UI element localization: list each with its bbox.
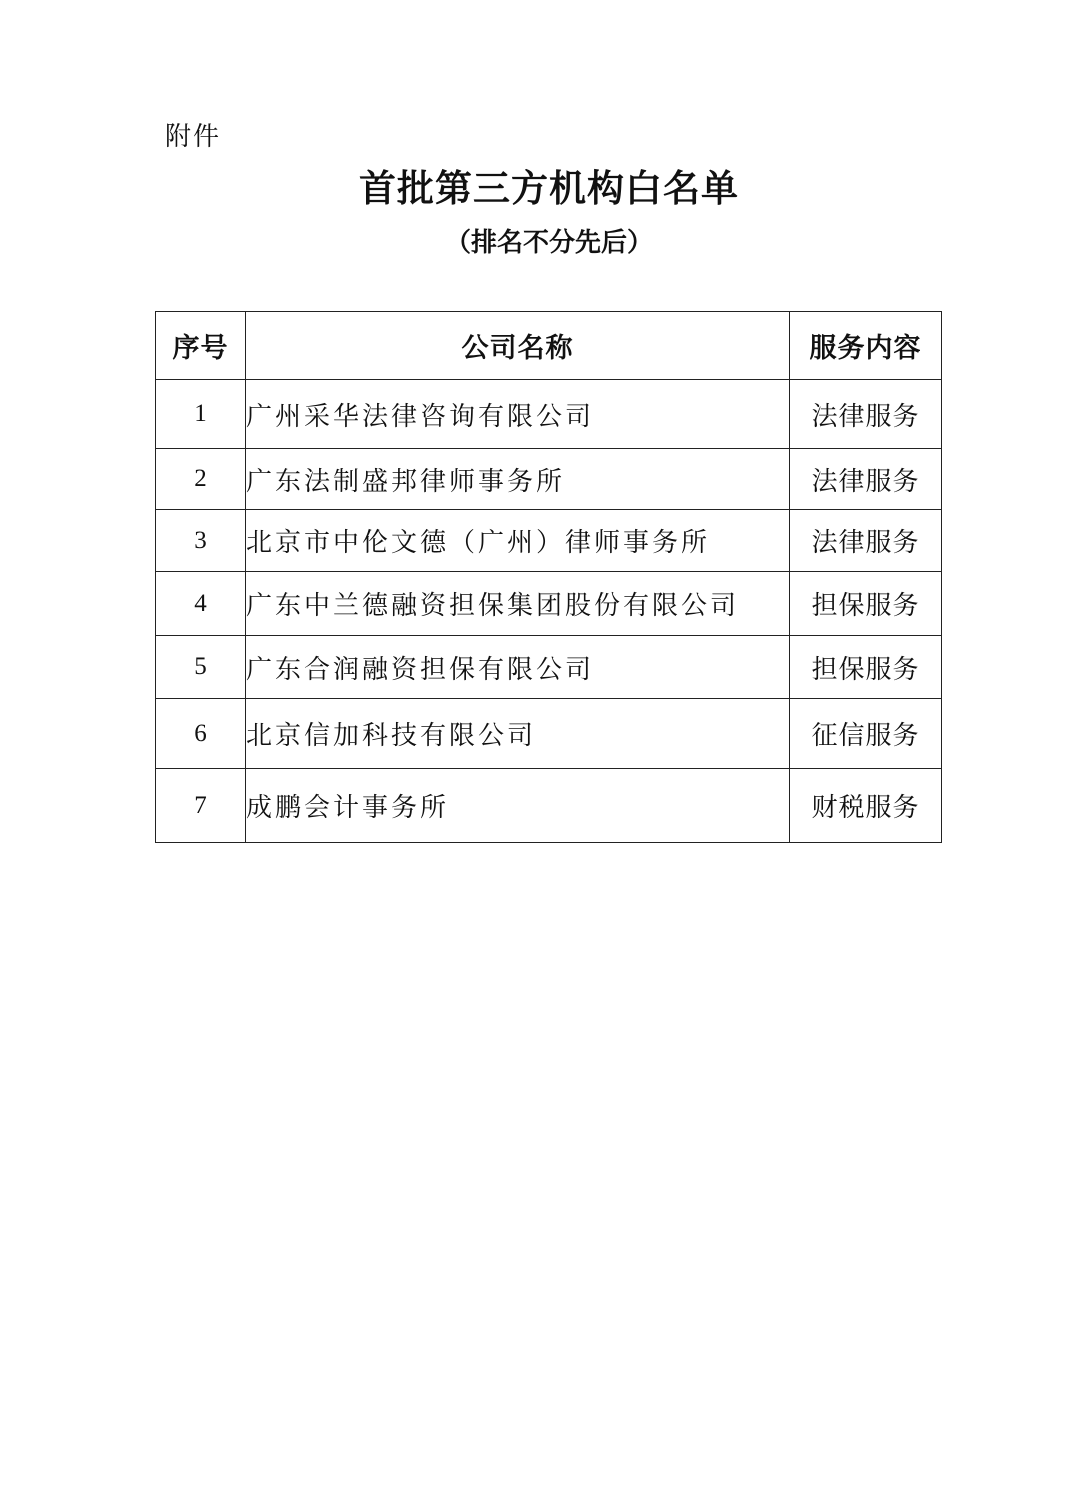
whitelist-table bbox=[155, 311, 942, 843]
document-subtitle: （排名不分先后） bbox=[444, 228, 653, 258]
row-index: 3 bbox=[156, 510, 246, 572]
table-row bbox=[156, 380, 942, 449]
row-service: 担保服务 bbox=[790, 572, 942, 636]
attachment-label: 附件 bbox=[165, 122, 222, 152]
row-company: 成鹏会计事务所 bbox=[246, 769, 790, 843]
row-index: 5 bbox=[156, 636, 246, 699]
table-row bbox=[156, 572, 942, 636]
row-service: 征信服务 bbox=[790, 699, 942, 769]
row-company: 广州采华法律咨询有限公司 bbox=[246, 380, 790, 449]
row-service: 法律服务 bbox=[790, 449, 942, 510]
table-row bbox=[156, 769, 942, 843]
row-index: 4 bbox=[156, 572, 246, 636]
row-index: 6 bbox=[156, 699, 246, 769]
table-row bbox=[156, 699, 942, 769]
row-index: 1 bbox=[156, 380, 246, 449]
row-service: 担保服务 bbox=[790, 636, 942, 699]
table-row bbox=[156, 449, 942, 510]
row-service: 财税服务 bbox=[790, 769, 942, 843]
row-service: 法律服务 bbox=[790, 380, 942, 449]
table-header-row bbox=[156, 312, 942, 380]
row-company: 广东法制盛邦律师事务所 bbox=[246, 449, 790, 510]
document-title: 首批第三方机构白名单 bbox=[359, 167, 739, 210]
row-company: 广东中兰德融资担保集团股份有限公司 bbox=[246, 572, 790, 636]
row-company: 北京信加科技有限公司 bbox=[246, 699, 790, 769]
header-company: 公司名称 bbox=[246, 312, 790, 380]
row-company: 北京市中伦文德（广州）律师事务所 bbox=[246, 510, 790, 572]
row-service: 法律服务 bbox=[790, 510, 942, 572]
row-index: 7 bbox=[156, 769, 246, 843]
header-service: 服务内容 bbox=[790, 312, 942, 380]
row-index: 2 bbox=[156, 449, 246, 510]
table-row bbox=[156, 510, 942, 572]
header-index: 序号 bbox=[156, 312, 246, 380]
row-company: 广东合润融资担保有限公司 bbox=[246, 636, 790, 699]
table-row bbox=[156, 636, 942, 699]
